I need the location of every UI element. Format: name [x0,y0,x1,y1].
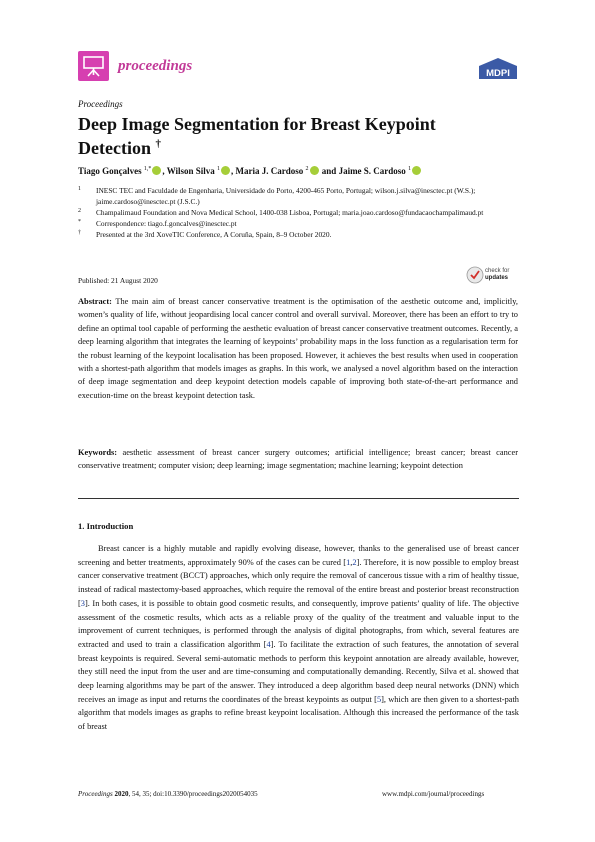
paragraph-text: ]. To facilitate the extraction of such features, the annotation of several breast keypoints is required. Several semi-automatic methods to perform this keypoint annotation are already available, however, they still need the input from the user and are time-consuming and computationally demanding. Recently, Silva et al. showed that deep learning algorithms may be part of the answer. They introduced a deep algorithm based deep neural networks (DNN) which receives an image as input and returns the coordinates of the breast keypoints as output [ [78,639,520,704]
journal-logo [78,51,109,81]
abstract-label: Abstract: [78,297,112,306]
author-affiliation-mark: 1,* [143,166,152,172]
footer-citation [78,790,258,798]
check-for-updates-icon[interactable] [466,266,484,284]
affiliation-item [78,185,518,207]
affiliation-mark: † [78,230,81,236]
introduction-paragraph [78,542,519,734]
section-divider [78,498,519,499]
title-text: Deep Image Segmentation for Breast Keypoint Detection [78,114,436,158]
keywords-label: Keywords: [78,448,118,457]
orcid-icon[interactable] [221,166,230,175]
paragraph-text: ]. Therefore, it is now possible to employ breast cancer conservative treatment (BCCT) approaches, which only require the removal of cancerous tissue with a rim of healthy tissue, instead of radical mastectomy-based approaches, which require the removal of the entire breast and posterior breast reconstruction [ [78,557,519,608]
author-list [78,166,422,176]
author-separator: , [162,166,167,176]
author-name: Wilson Silva [166,166,215,176]
citation-link[interactable]: 4 [266,639,271,649]
presentation-board-icon [82,55,105,77]
mdpi-logo [477,57,519,81]
orcid-icon[interactable] [310,166,319,175]
author-affiliation-mark: 1 [408,166,412,172]
abstract-text: The main aim of breast cancer conservative treatment is the optimisation of the aesthetic outcome and, implicitly, women’s quality of life, without jeopardising local cancer control and overall survival. Moreover, there has been an effort to try to define an optimal tool capable of performing the aesthetic evaluation of breast cancer conservative treatment outcomes. Recently, a deep learning algorithm that integrates the learning of keypoints’ probability maps in the loss function as a regularisation term for the robust learning of the keypoint localisation has been proposed. However, it achieves the best results when used in cooperation with a shortest-path algorithm that models images as graphs. In this work, we analysed a novel algorithm based on the interaction of deep image segmentation and deep keypoint detection models capable of improving both state-of-the-art performance and execution-time on the breast keypoint detection task. [78,297,518,400]
affiliation-list [78,185,518,240]
author-affiliation-mark: 2 [305,166,309,172]
journal-name: proceedings [118,58,193,74]
orcid-icon[interactable] [152,166,161,175]
affiliation-mark: 2 [78,208,81,214]
author-separator: , [231,166,236,176]
article-type: Proceedings [78,99,123,109]
keywords [78,446,518,473]
citation-link[interactable]: 2 [352,557,357,567]
footer-volume-doi: , 54, 35; doi:10.3390/proceedings2020054035 [128,790,258,798]
footer-url[interactable]: www.mdpi.com/journal/proceedings [382,790,485,798]
check-for-updates-label[interactable] [485,268,509,282]
conference-note-item [78,229,518,240]
article-title [78,114,438,158]
affiliation-mark: * [78,219,81,225]
citation-link[interactable]: 3 [80,598,85,608]
author-name: Tiago Gonçalves [78,166,142,176]
check-line1: check for [485,268,510,274]
affiliation-text: INESC TEC and Faculdade de Engenharia, Universidade do Porto, 4200-465 Porto, Portugal; wilson.j.silva@inesctec.pt (W.S.); jaime.cardoso@inesctec.pt (J.S.C.) [96,186,476,206]
author-name: Maria J. Cardoso [235,166,304,176]
affiliation-text: Champalimaud Foundation and Nova Medical School, 1400-038 Lisboa, Portugal; maria.joao.cardoso@fundacaochampalimaud.pt [96,208,484,217]
author-affiliation-mark: 1 [217,166,221,172]
title-footnote-mark: † [155,138,161,150]
abstract [78,295,518,402]
footer-year: 2020 [114,790,129,798]
paragraph-text: ]. In both cases, it is possible to obtain good cosmetic results, and consequently, improve patients’ quality of life. The objective assessment of the cosmetic results, which acts as a reliable proxy of the quality of the treatment and valuable input to the improvement of current techniques, is performed through the analysis of digital photographs, from which, several features are extracted and used to train a classification algorithm [ [78,598,519,649]
citation-link[interactable]: 1 [346,557,351,567]
citation-link[interactable]: 5 [376,694,382,704]
mdpi-logo-text: MDPI [486,68,510,79]
correspondence-item [78,218,518,229]
published-date: Published: 21 August 2020 [78,276,158,285]
keywords-text: aesthetic assessment of breast cancer surgery outcomes; artificial intelligence; breast cancer; breast cancer conservative treatment; computer vision; deep learning; image segmentation; machine learning; keypoint detection [78,448,518,471]
section-heading: 1. Introduction [78,521,134,531]
orcid-icon[interactable] [412,166,421,175]
paragraph-text: ], which are then given to a shortest-path algorithm that models images as graphs to refine breast keypoint localisation. Although this increased the performance of the task of breast [78,694,519,732]
affiliation-mark: 1 [78,186,81,192]
affiliation-item [78,207,518,218]
check-line2: updates [485,275,509,281]
citation-separator: , [350,557,353,567]
paragraph-text: Breast cancer is a highly mutable and rapidly evolving disease, however, thanks to the generalised use of breast cancer screening and better treatments, approximately 90% of the cases can be cured [ [78,544,519,567]
conference-note-text: Presented at the 3rd XoveTIC Conference, A Coruña, Spain, 8–9 October 2020. [96,230,332,239]
footer-journal: Proceedings [78,790,113,798]
correspondence-text: Correspondence: tiago.f.goncalves@inesctec.pt [96,219,237,228]
author-separator: and [319,166,339,176]
author-name: Jaime S. Cardoso [338,166,406,176]
